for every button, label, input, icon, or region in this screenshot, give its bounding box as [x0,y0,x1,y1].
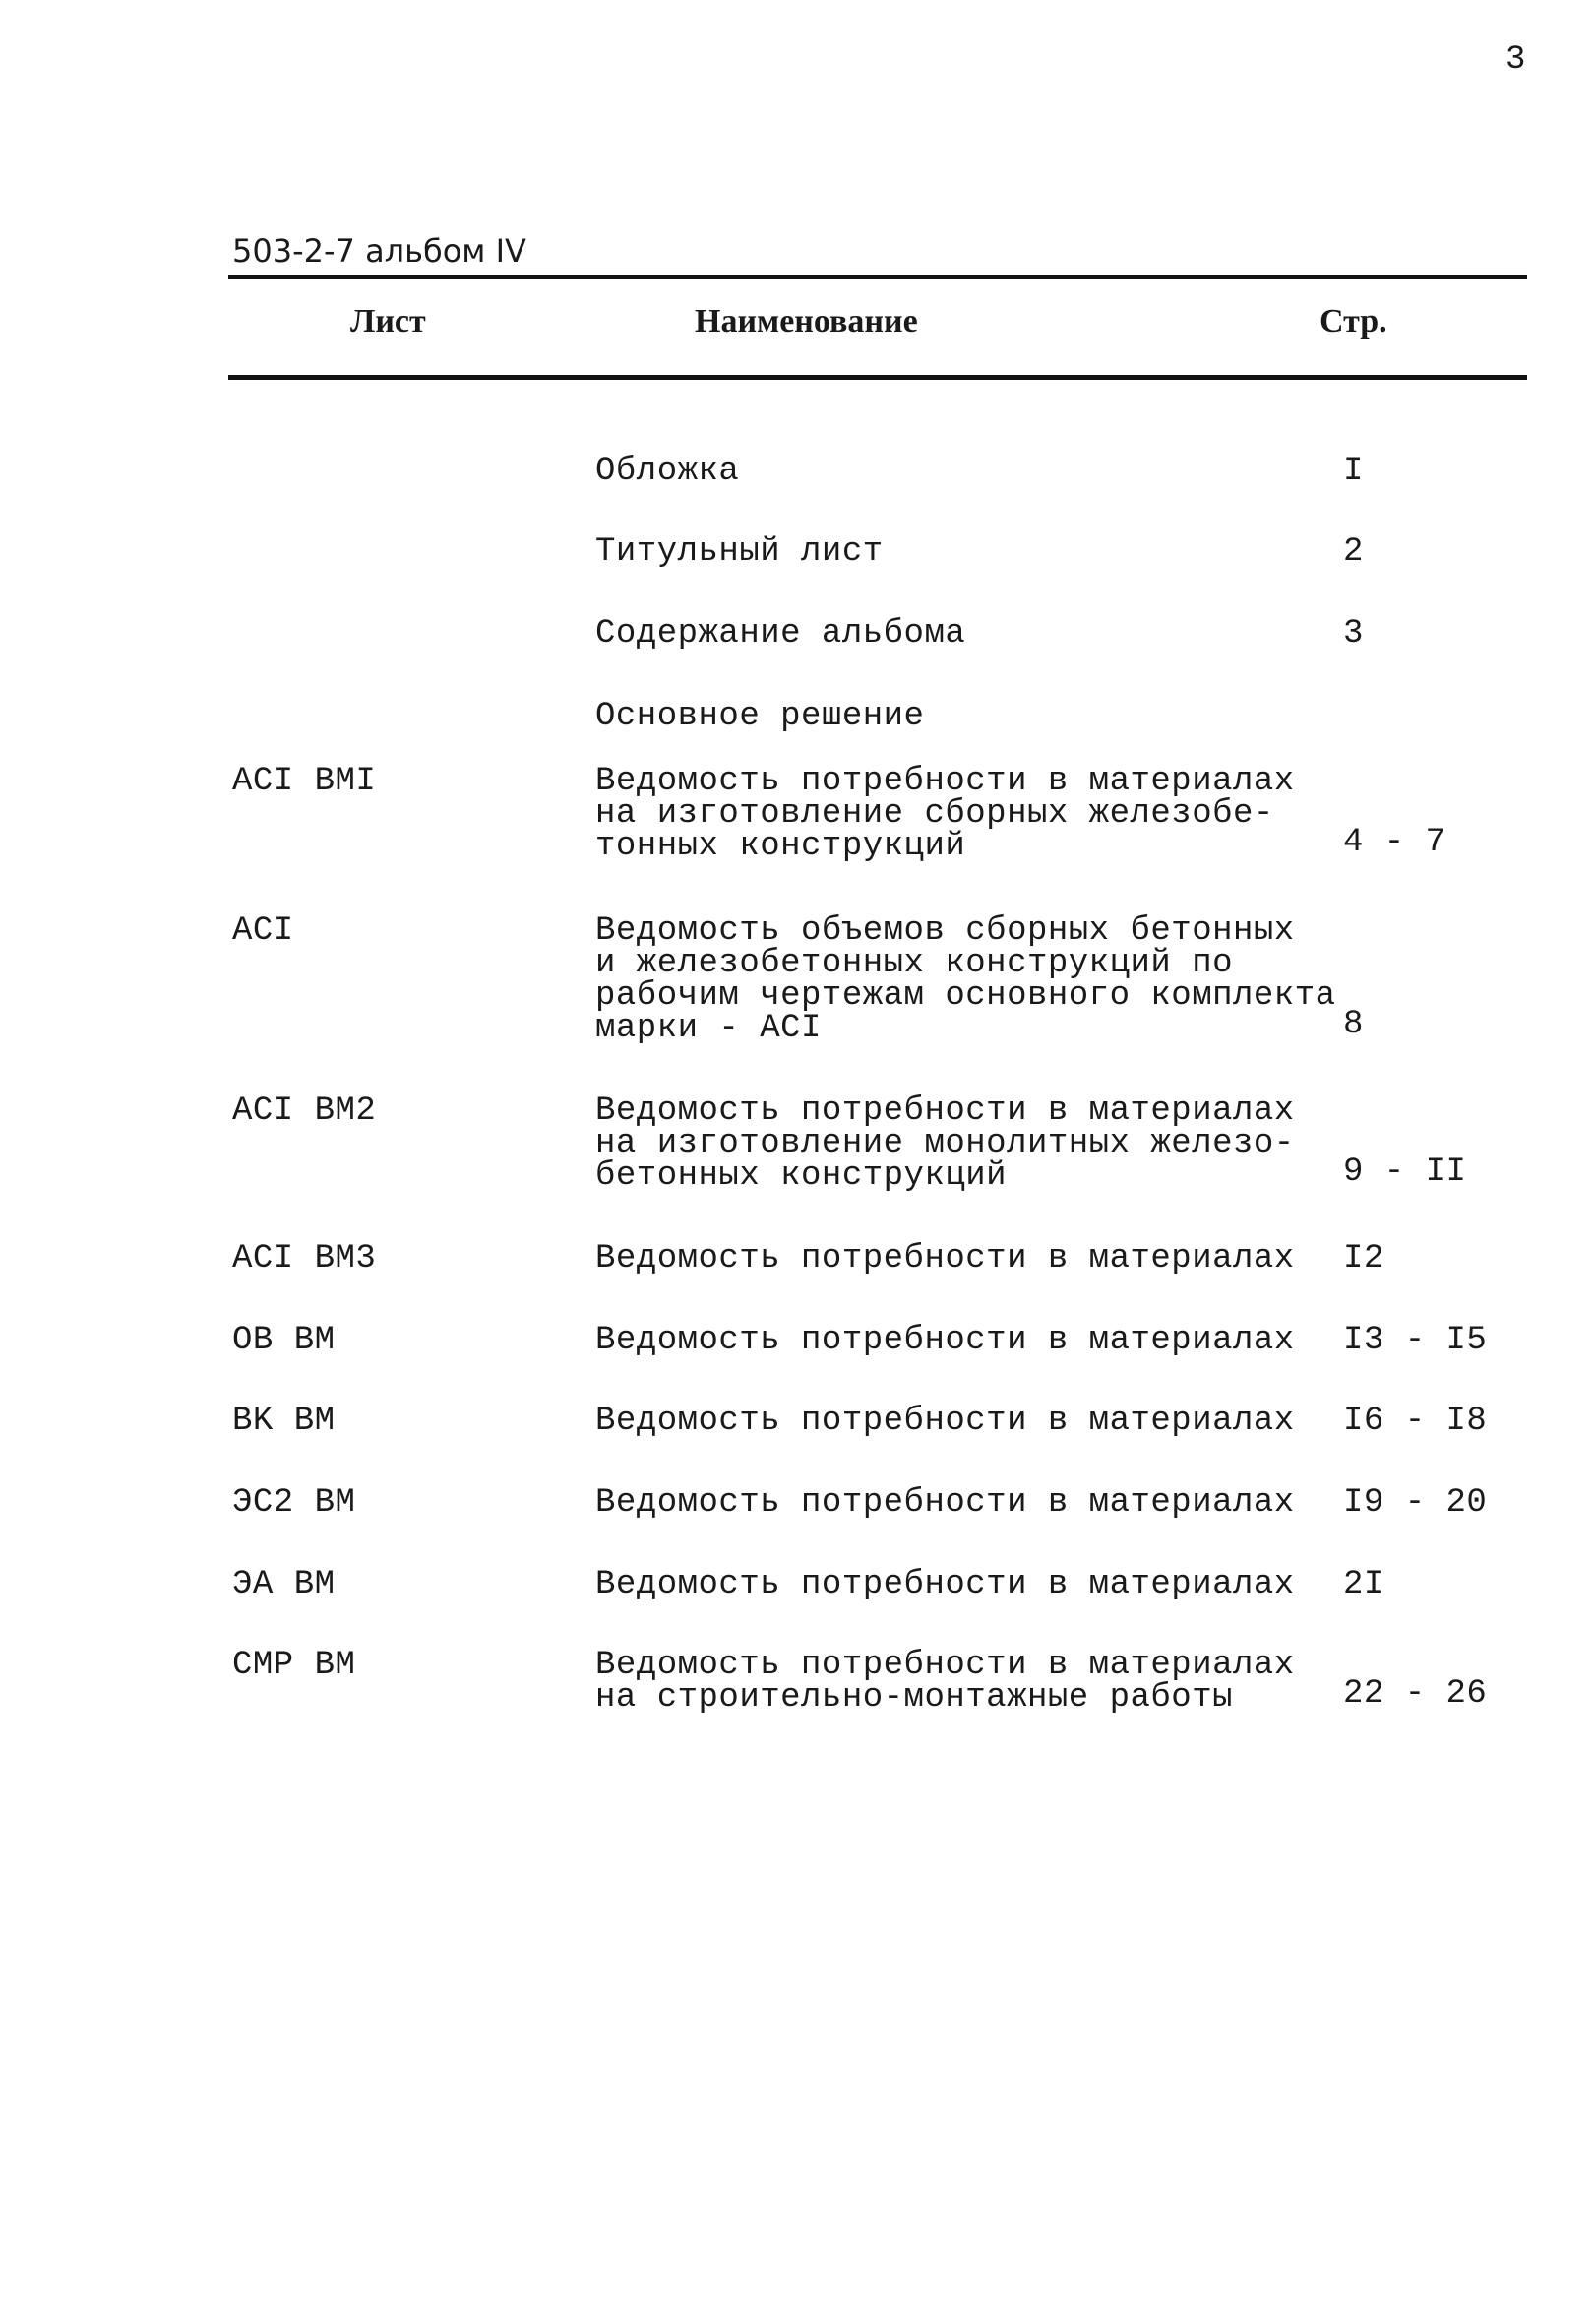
row-page: 8 [1343,1006,1364,1043]
row-name-line: тонных конструкций [595,828,966,865]
row-name-line: на изготовление монолитных железо- [595,1125,1295,1162]
row-sheet-code: OB BM [232,1322,336,1359]
column-header-name: Наименование [695,303,918,340]
row-name-line: Ведомость потребности в материалах [595,1240,1295,1278]
row-sheet-code: ACI [232,912,294,950]
row-name-line: Титульный лист [595,533,884,571]
row-name-line: Ведомость объемов сборных бетонных [595,912,1295,950]
row-page: 22 - 26 [1343,1675,1488,1713]
row-sheet-code: ЭА BM [232,1566,336,1603]
row-name-line: бетонных конструкций [595,1157,1008,1195]
row-name-line: Ведомость потребности в материалах [595,1403,1295,1440]
row-name-line: Ведомость потребности в материалах [595,1484,1295,1522]
column-header-sheet: Лист [350,303,426,340]
row-name-line: Ведомость потребности в материалах [595,1566,1295,1603]
row-page: 2I [1343,1566,1384,1603]
row-name-line: Ведомость потребности в материалах [595,1647,1295,1684]
row-name-line: Ведомость потребности в материалах [595,1322,1295,1359]
row-sheet-code: СМР BM [232,1647,356,1684]
row-name-line: марки - ACI [595,1010,822,1047]
row-name-line: на изготовление сборных железобе- [595,795,1274,833]
row-page: I3 - I5 [1343,1322,1488,1359]
page-number: 3 [1505,41,1526,79]
header-top-rule [228,275,1527,279]
row-page: I2 [1343,1240,1384,1278]
row-sheet-code: ЭС2 BM [232,1484,356,1522]
row-sheet-code: ACI BMI [232,763,377,800]
row-page: 4 - 7 [1343,824,1446,861]
row-page: I6 - I8 [1343,1403,1488,1440]
row-name-line: Ведомость потребности в материалах [595,1093,1295,1130]
row-page: 2 [1343,533,1364,571]
header-bottom-rule [228,375,1527,380]
row-page: 9 - II [1343,1154,1467,1191]
row-sheet-code: ACI BM3 [232,1240,377,1278]
column-header-page: Стр. [1320,303,1387,340]
row-name-line: рабочим чертежам основного комплекта [595,977,1336,1015]
row-name-line: на строительно-монтажные работы [595,1679,1234,1717]
row-sheet-code: ACI BM2 [232,1093,377,1130]
row-page: I9 - 20 [1343,1484,1488,1522]
row-name-line: Основное решение [595,698,925,735]
row-name-line: Содержание альбома [595,615,966,653]
row-name-line: Ведомость потребности в материалах [595,763,1295,800]
row-page: I [1343,453,1364,490]
row-name-line: Обложка [595,453,740,490]
row-page: 3 [1343,615,1364,653]
row-sheet-code: BK BM [232,1403,336,1440]
document-code: 503-2-7 альбом IV [232,232,526,270]
row-name-line: и железобетонных конструкций по [595,945,1234,982]
